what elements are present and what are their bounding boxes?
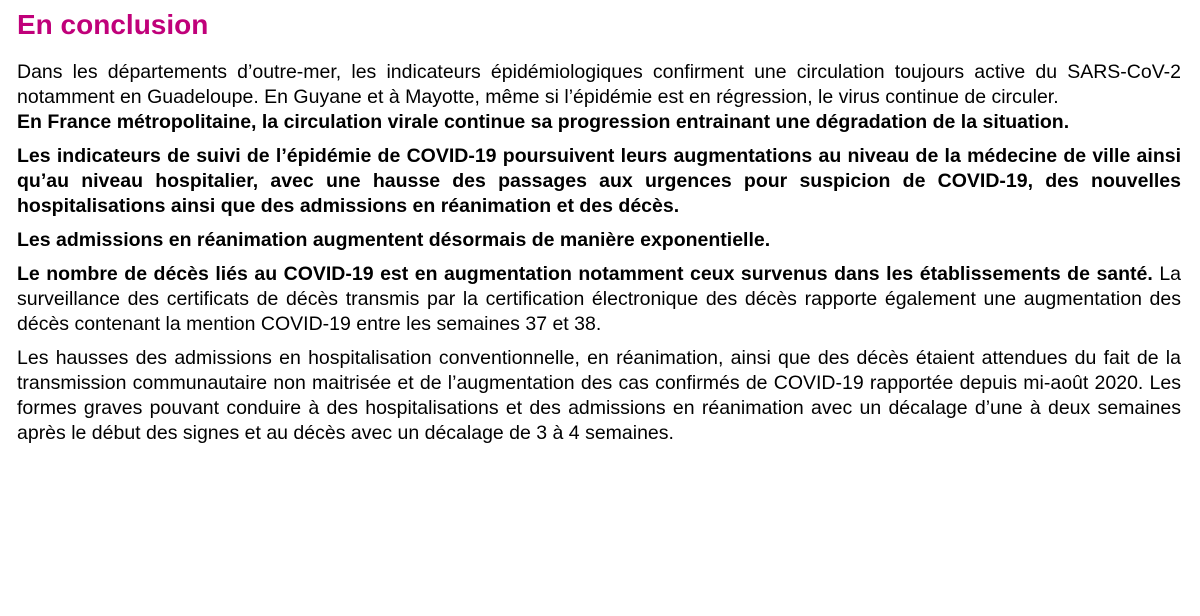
paragraph-metropolitan-france: En France métropolitaine, la circulation virale continue sa progression entrainant une dégradation de la situation. — [17, 111, 1070, 133]
paragraph-indicators: Les indicateurs de suivi de l’épidémie de COVID-19 poursuivent leurs augmentations au niveau de la médecine de ville ainsi qu’au niveau hospitalier, avec une hausse des passages aux urgences pour suspicion de COVID-19, des nouvelles hospitalisations ainsi que des admissions en réanimation et des décès. — [17, 145, 1181, 217]
paragraph-icu-admissions: Les admissions en réanimation augmentent désormais de manière exponentielle. — [17, 229, 771, 251]
paragraph-deaths — [17, 262, 1181, 337]
paragraph-overseas: Dans les départements d’outre-mer, les indicateurs épidémiologiques confirment une circulation toujours active du SARS-CoV-2 notamment en Guadeloupe. En Guyane et à Mayotte, même si l’épidémie est en régression, le virus continue de circuler. — [17, 61, 1181, 108]
section-heading: En conclusion — [17, 9, 209, 40]
paragraph-hospitalisations: Les hausses des admissions en hospitalisation conventionnelle, en réanimation, ainsi que des décès étaient attendues du fait de la transmission communautaire non maitrisée et de l’augmentation des cas confirmés de COVID-19 rapportée depuis mi-août 2020. Les formes graves pouvant conduire à des hospitalisations et des admissions en réanimation avec un décalage d’une à deux semaines après le début des signes et au décès avec un décalage de 3 à 4 semaines. — [17, 347, 1181, 444]
deaths-bold-text: Le nombre de décès liés au COVID-19 est en augmentation notamment ceux survenus dans les établissements de santé. — [17, 263, 1153, 285]
deaths-regular-text: La surveillance des certificats de décès transmis par la certification électronique des décès rapporte également une augmentation des décès contenant la mention COVID-19 entre les semaines 37 et 38. — [17, 263, 1182, 335]
